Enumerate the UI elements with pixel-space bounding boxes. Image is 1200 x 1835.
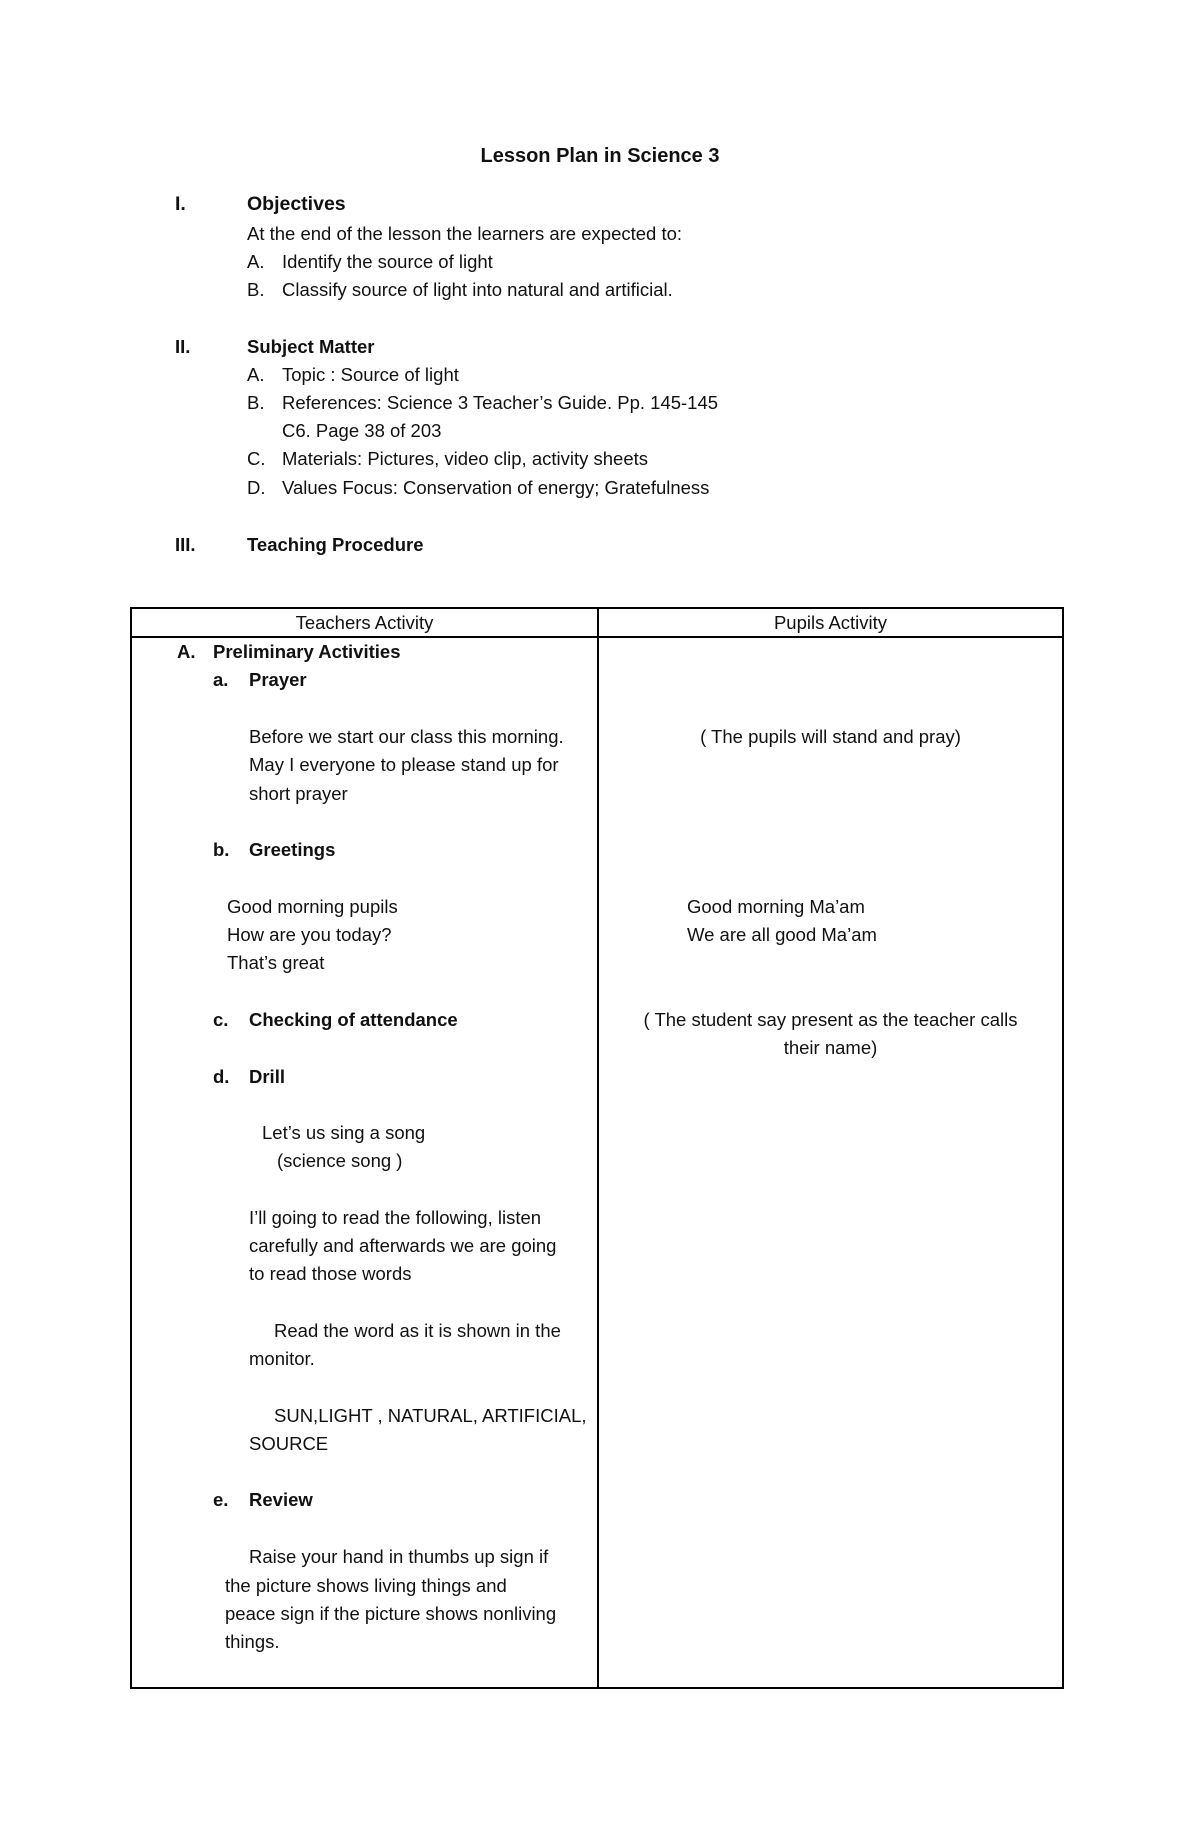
subject-item-marker: A. xyxy=(247,364,265,385)
objectives-intro: At the end of the lesson the learners are expected to: xyxy=(247,223,683,244)
drill-words-line: SUN,LIGHT , NATURAL, ARTIFICIAL, xyxy=(274,1405,587,1426)
activity-table xyxy=(130,607,1064,1689)
prayer-marker: a. xyxy=(213,669,229,690)
greetings-teacher-line: How are you today? xyxy=(227,924,392,945)
drill-marker: d. xyxy=(213,1066,230,1087)
drill-read-line: carefully and afterwards we are going xyxy=(249,1235,557,1256)
subject-item-text: C6. Page 38 of 203 xyxy=(282,420,442,441)
greetings-label: Greetings xyxy=(249,839,336,860)
greetings-teacher-line: Good morning pupils xyxy=(227,896,398,917)
review-teacher-line: Raise your hand in thumbs up sign if xyxy=(249,1546,549,1567)
drill-monitor-line: Read the word as it is shown in the xyxy=(274,1320,561,1341)
drill-read-line: I’ll going to read the following, listen xyxy=(249,1207,542,1228)
objectives-heading: Objectives xyxy=(247,193,346,215)
drill-song-line: Let’s us sing a song xyxy=(262,1122,426,1143)
review-teacher-line: peace sign if the picture shows nonliving xyxy=(225,1603,557,1624)
prayer-label: Prayer xyxy=(249,669,307,690)
objective-text: Classify source of light into natural and artificial. xyxy=(282,279,673,300)
greetings-pupil-line: We are all good Ma’am xyxy=(687,924,877,945)
review-teacher-line: things. xyxy=(225,1631,280,1652)
greetings-marker: b. xyxy=(213,839,230,860)
review-marker: e. xyxy=(213,1489,229,1510)
objective-text: Identify the source of light xyxy=(282,251,493,272)
drill-song-line: (science song ) xyxy=(277,1150,403,1171)
prayer-teacher-line: Before we start our class this morning. xyxy=(249,726,564,747)
subject-matter-numeral: II. xyxy=(175,336,191,357)
subject-item-text: References: Science 3 Teacher’s Guide. Pp. 145-145 xyxy=(282,392,719,413)
preliminary-marker: A. xyxy=(177,641,196,662)
column-divider xyxy=(597,609,599,1687)
drill-label: Drill xyxy=(249,1066,285,1087)
drill-read-line: to read those words xyxy=(249,1263,412,1284)
teachers-activity-header: Teachers Activity xyxy=(295,612,434,633)
drill-monitor-line: monitor. xyxy=(249,1348,315,1369)
page-title: Lesson Plan in Science 3 xyxy=(480,145,720,167)
objective-marker: B. xyxy=(247,279,265,300)
prayer-teacher-line: short prayer xyxy=(249,783,348,804)
objectives-numeral: I. xyxy=(175,193,186,215)
teaching-procedure-heading: Teaching Procedure xyxy=(247,534,424,555)
drill-words-line: SOURCE xyxy=(249,1433,329,1454)
attendance-pupil-line: ( The student say present as the teacher calls xyxy=(643,1009,1018,1030)
header-divider xyxy=(132,636,1062,638)
subject-item-marker: C. xyxy=(247,448,266,469)
review-teacher-line: the picture shows living things and xyxy=(225,1575,507,1596)
attendance-label: Checking of attendance xyxy=(249,1009,458,1030)
subject-item-text: Topic : Source of light xyxy=(282,364,459,385)
subject-item-marker: D. xyxy=(247,477,266,498)
prayer-teacher-line: May I everyone to please stand up for xyxy=(249,754,559,775)
objective-marker: A. xyxy=(247,251,265,272)
prayer-pupil-line: ( The pupils will stand and pray) xyxy=(700,726,961,747)
greetings-teacher-line: That’s great xyxy=(227,952,325,973)
attendance-marker: c. xyxy=(213,1009,229,1030)
preliminary-label: Preliminary Activities xyxy=(213,641,401,662)
teaching-procedure-numeral: III. xyxy=(175,534,196,555)
subject-item-marker: B. xyxy=(247,392,265,413)
pupils-activity-header: Pupils Activity xyxy=(773,612,888,633)
subject-matter-heading: Subject Matter xyxy=(247,336,375,357)
greetings-pupil-line: Good morning Ma’am xyxy=(687,896,865,917)
subject-item-text: Values Focus: Conservation of energy; Gratefulness xyxy=(282,477,710,498)
subject-item-text: Materials: Pictures, video clip, activity sheets xyxy=(282,448,649,469)
attendance-pupil-line: their name) xyxy=(783,1037,878,1058)
review-label: Review xyxy=(249,1489,313,1510)
